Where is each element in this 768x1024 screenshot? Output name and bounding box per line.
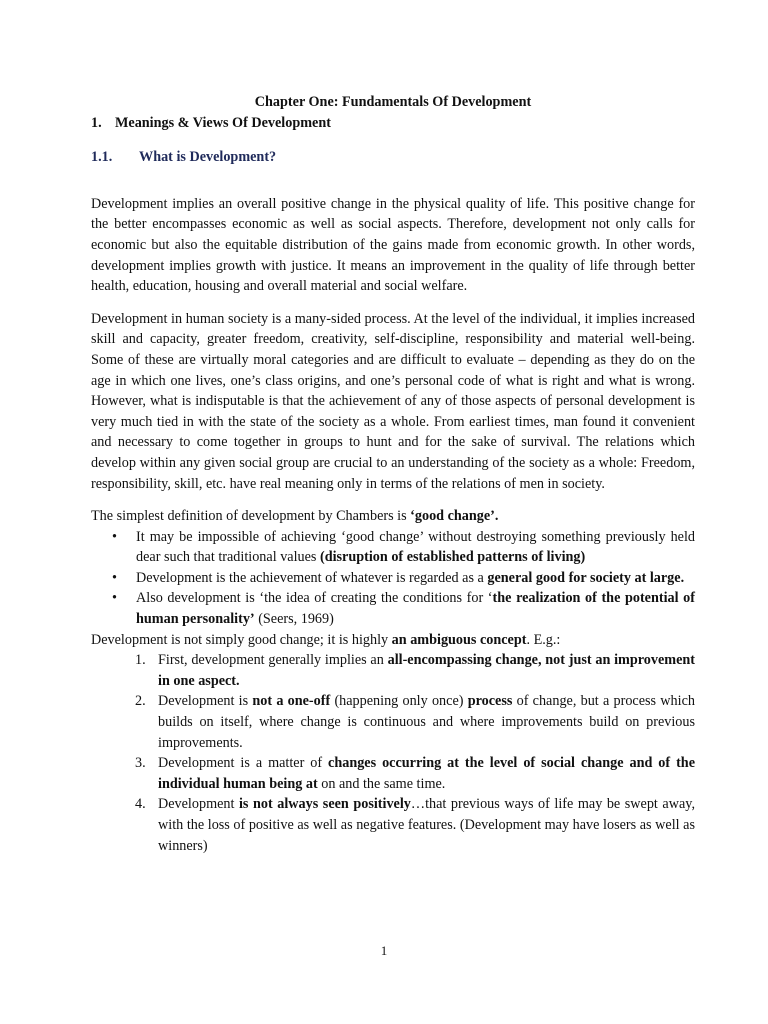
- item-number: 2.: [135, 693, 146, 710]
- bullet-dot-icon: •: [112, 569, 117, 586]
- paragraph-2: Development in human society is a many-sided process. At the level of the individual, it implies increased skill and capacity, greater freedom, creativity, self-discipline, responsibility and material well-being. Some of these are virtually moral categories and are difficult to evaluate – depending as they do on the age in which one lives, one’s class origins, and one’s personal code of what is right and what is wrong. However, what is indisputable is that the achievement of any of those aspects of personal development is very much tied in with the state of the society as a whole. From earliest times, man found it convenient and necessary to come together in groups to hunt and for the sake of survival. The relations which develop within any given social group are crucial to an understanding of the society as a whole: Freedom, responsibility, skill, etc. have real meaning only in terms of the relations of men in society.: [91, 310, 695, 492]
- bullet-dot-icon: •: [112, 590, 117, 607]
- bullet-text: Development is the achievement of whatever is regarded as a: [136, 569, 488, 586]
- numbered-list: [91, 650, 695, 856]
- section-number: 1.: [91, 114, 102, 131]
- chambers-bold: ‘good change’.: [410, 508, 499, 525]
- bullet-item: [91, 527, 695, 568]
- bullet-after: (Seers, 1969): [254, 611, 334, 628]
- numbered-item: [91, 691, 695, 753]
- ambiguous-bold: an ambiguous concept: [391, 631, 527, 648]
- bullet-bold: (disruption of established patterns of living): [319, 549, 586, 566]
- item-part-bold: process: [467, 693, 513, 710]
- item-part-bold: changes occurring at the level of social change and of the individual human being at: [158, 755, 695, 792]
- chambers-text: The simplest definition of development by Chambers is: [91, 508, 411, 525]
- bullet-text: It may be impossible of achieving ‘good change’ without destroying something previously held dear such that traditional values: [136, 528, 695, 566]
- page-number: 1: [380, 943, 388, 958]
- subsection-heading: [91, 147, 695, 168]
- paragraph-1: Development implies an overall positive change in the physical quality of life. This positive change for the better encompasses economic as well as social aspects. Therefore, development not only calls for economic but also the equitable distribution of the gains made from economic growth. In other words, development implies growth with justice. It means an improvement in the quality of life through better health, education, housing and overall material and social welfare.: [91, 195, 695, 295]
- subsection-title: What is Development?: [139, 149, 277, 166]
- item-part: (happening only once): [330, 693, 468, 710]
- subsection-number: 1.1.: [91, 149, 113, 166]
- item-part-bold: all-encompassing change, not just an improvement in one aspect.: [158, 652, 696, 689]
- item-part: First, development generally implies an: [158, 652, 388, 669]
- item-part-bold: not a one-off: [252, 693, 331, 710]
- bullet-item: [91, 588, 695, 629]
- ambiguous-text: Development is not simply good change; it is highly: [91, 631, 392, 648]
- bullet-item: [91, 568, 695, 589]
- item-part: Development is: [158, 693, 253, 710]
- ambiguous-concept: [91, 630, 695, 651]
- item-number: 1.: [135, 652, 146, 669]
- item-number: 4.: [135, 796, 146, 813]
- numbered-item: [91, 650, 695, 691]
- item-number: 3.: [135, 755, 146, 772]
- bullet-bold: the realization of the potential of human personality’: [136, 590, 696, 628]
- item-part: …that previous ways of life may be swept away, with the loss of positive as well as negative features. (Development may have losers as well as winners): [158, 796, 695, 854]
- ambiguous-after: . E.g.:: [526, 631, 561, 648]
- item-part: Development is a matter of: [158, 755, 329, 772]
- numbered-item: [91, 794, 695, 856]
- section-title: Meanings & Views Of Development: [115, 114, 331, 131]
- chapter-title: Chapter One: Fundamentals Of Development: [254, 94, 532, 110]
- numbered-item: [91, 753, 695, 794]
- section-heading: [91, 113, 695, 134]
- bullet-list: [91, 527, 695, 630]
- item-part: Development: [158, 796, 239, 813]
- bullet-text: Also development is ‘the idea of creating the conditions for ‘: [136, 590, 493, 607]
- bullet-dot-icon: •: [112, 528, 117, 545]
- item-part-bold: is not always seen positively: [238, 796, 411, 813]
- bullet-bold: general good for society at large.: [487, 569, 685, 586]
- item-part: of change, but a process which builds on itself, where change is continuous and where improvements build on previous improvements.: [158, 693, 695, 751]
- page-content: [91, 92, 695, 856]
- item-part: on and the same time.: [317, 775, 446, 792]
- chambers-definition: [91, 506, 695, 527]
